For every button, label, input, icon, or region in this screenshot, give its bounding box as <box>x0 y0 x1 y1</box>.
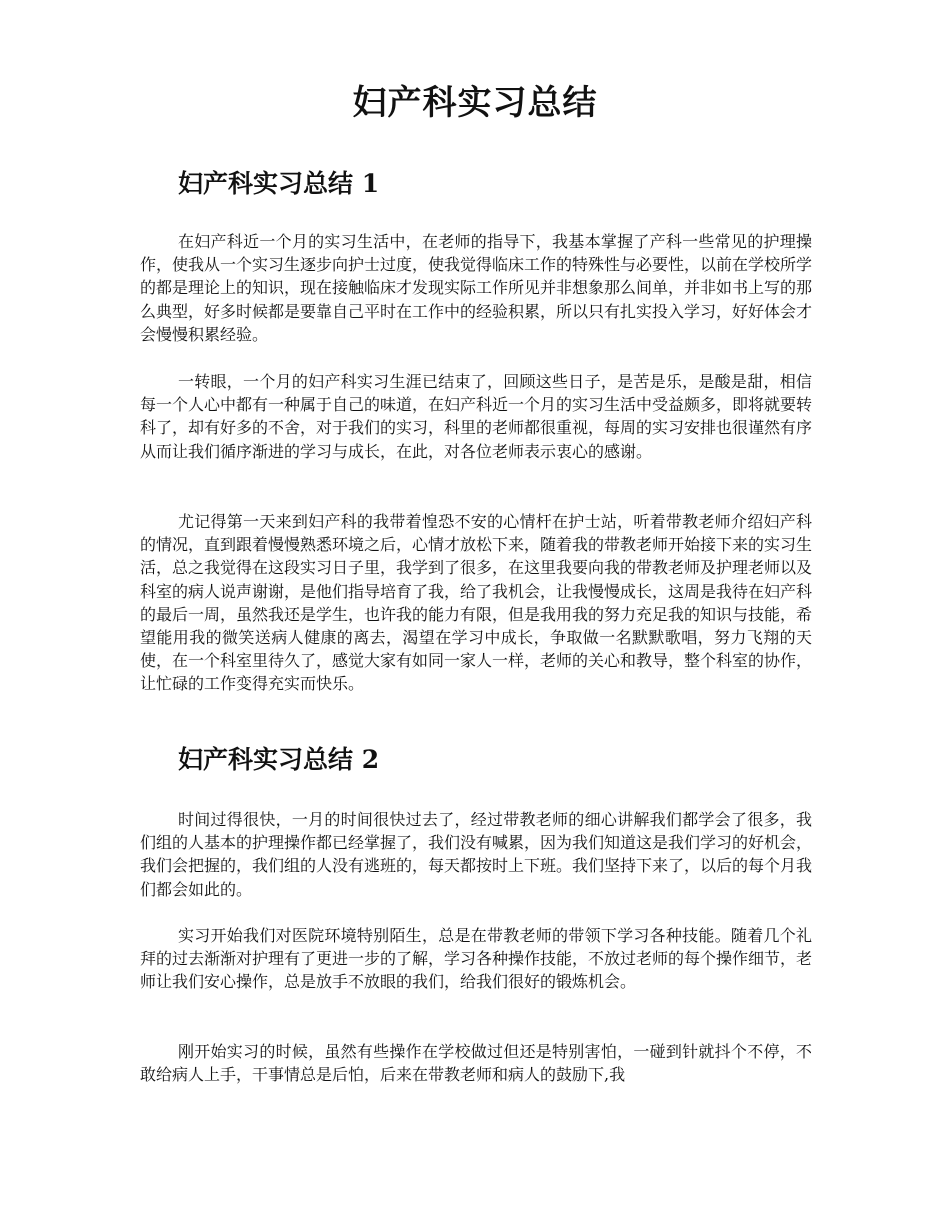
paragraph-2-2: 实习开始我们对医院环境特别陌生，总是在带教老师的带领下学习各种技能。随着几个礼拜的过去渐渐对护理有了更进一步的了解，学习各种操作技能，不放过老师的每个操作细节，老师让我们安心操作，总是放手不放眼的我们，给我们很好的锻炼机会。 <box>140 926 813 992</box>
section-heading-1: 妇产科实习总结 1 <box>178 169 380 198</box>
document-title: 妇产科实习总结 <box>352 83 598 123</box>
paragraph-2-3: 刚开始实习的时候，虽然有些操作在学校做过但还是特别害怕，一碰到针就抖个不停，不敢给病人上手，干事情总是后怕，后来在带教老师和病人的鼓励下,我 <box>140 1042 812 1085</box>
section-heading-2: 妇产科实习总结 2 <box>178 745 380 774</box>
paragraph-1-3: 尤记得第一天来到妇产科的我带着惶恐不安的心情杆在护士站，听着带教老师介绍妇产科的情况，直到跟着慢慢熟悉环境之后，心情才放松下来，随着我的带教老师开始接下来的实习生活，总之我觉得在这段实习日子里，我学到了很多，在这里我要向我的带教老师及护理老师以及科室的病人说声谢谢，是他们指导培育了我，给了我机会，让我慢慢成长，这周是我待在妇产科的最后一周，虽然我还是学生，也许我的能力有限，但是我用我的努力充足我的知识与技能，希望能用我的微笑送病人健康的离去，渴望在学习中成长，争取做一名默默歌唱，努力飞翔的天使，在一个科室里待久了，感觉大家有如同一家人一样，老师的关心和教导，整个科室的协作，让忙碌的工作变得充实而快乐。 <box>140 512 813 694</box>
paragraph-2-1: 时间过得很快，一月的时间很快过去了，经过带教老师的细心讲解我们都学会了很多，我们组的人基本的护理操作都已经掌握了，我们没有喊累，因为我们知道这是我们学习的好机会，我们会把握的，我们组的人没有逃班的，每天都按时上下班。我们坚持下来了，以后的每个月我们都会如此的。 <box>140 810 813 899</box>
paragraph-1-1: 在妇产科近一个月的实习生活中，在老师的指导下，我基本掌握了产科一些常见的护理操作，使我从一个实习生逐步向护士过度，使我觉得临床工作的特殊性与必要性，以前在学校所学的都是理论上的知识，现在接触临床才发现实际工作所见并非想象那么间单，并非如书上写的那么典型，好多时候都是要靠自己平时在工作中的经验积累，所以只有扎实投入学习，好好体会才会慢慢积累经验。 <box>140 232 813 344</box>
paragraph-1-2: 一转眼，一个月的妇产科实习生涯已结束了，回顾这些日子，是苦是乐，是酸是甜，相信每一个人心中都有一种属于自己的味道，在妇产科近一个月的实习生活中受益颇多，即将就要转科了，却有好多的不舍，对于我们的实习，科里的老师都很重视，每周的实习安排也很谨然有序从而让我们循序渐进的学习与成长，在此，对各位老师表示衷心的感谢。 <box>140 372 813 461</box>
